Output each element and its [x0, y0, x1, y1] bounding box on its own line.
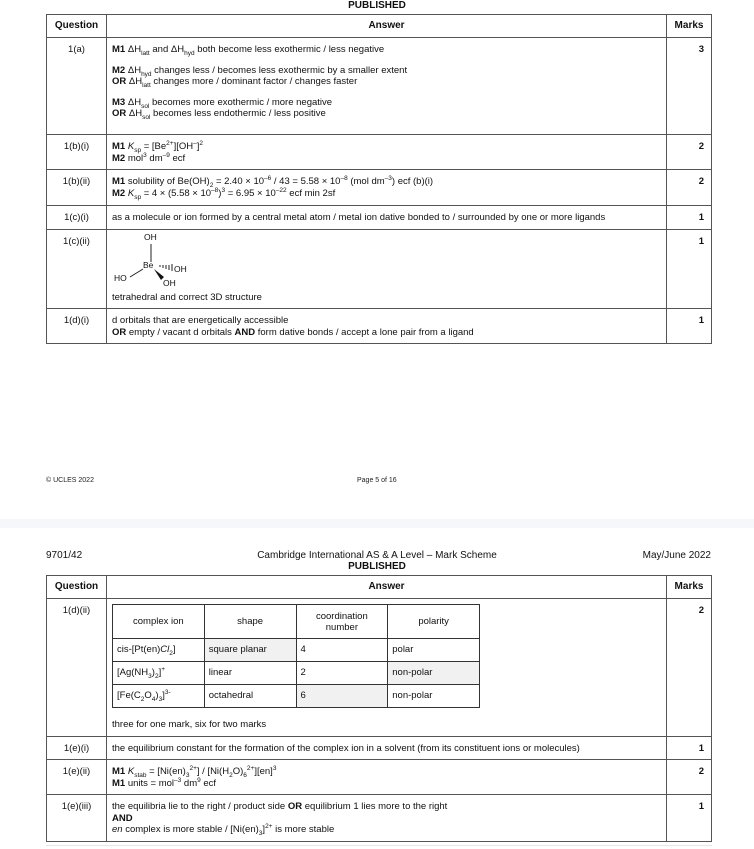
- header-question: Question: [47, 15, 107, 38]
- question-number: 1(d)(ii): [47, 599, 107, 737]
- table-row: [47, 309, 712, 344]
- be-atom-label: Be: [143, 259, 154, 270]
- table-row: [47, 229, 712, 309]
- answer-line: d orbitals that are energetically accessible: [112, 315, 289, 326]
- marks-value: 1: [667, 309, 712, 344]
- answer-cell: [107, 795, 667, 842]
- header-answer: Answer: [107, 15, 667, 38]
- marks-value: 1: [667, 795, 712, 842]
- question-number: 1(b)(ii): [47, 170, 107, 206]
- table-header-row: [47, 576, 712, 599]
- header-marks: Marks: [667, 15, 712, 38]
- question-number: 1(c)(i): [47, 206, 107, 230]
- answer-line: M1 $\Delta H_{latt}$ and $\Delta H_{hyd}$ both become less exothermic / less negative: [112, 44, 385, 57]
- shape-cell: octahedral: [204, 685, 296, 708]
- answer-line: M1 units = mol$^{-3}$ $dm^9$ ecf: [112, 776, 217, 789]
- answer-cell: [107, 135, 667, 170]
- mark-scheme-table: [46, 14, 712, 344]
- oh-bottom-label: OH: [163, 277, 176, 288]
- table-row: [47, 736, 712, 760]
- polarity-cell: non-polar: [388, 685, 480, 708]
- table-row: [47, 38, 712, 135]
- question-number: 1(a): [47, 38, 107, 135]
- header-question: Question: [47, 576, 107, 599]
- answer-line: M3 $\Delta H_{sol}$ becomes more exothermic / more negative: [112, 96, 333, 110]
- document-title: Cambridge International AS & A Level – Mark Scheme: [257, 550, 497, 561]
- oh-top-label: OH: [144, 231, 157, 242]
- next-row-edge: [46, 845, 712, 849]
- answer-text: as a molecule or ion formed by a central metal atom / metal ion dative bonded to / surrounded by one or more ligands: [107, 206, 667, 230]
- table-row: [47, 135, 712, 170]
- question-number: 1(c)(ii): [47, 229, 107, 309]
- page-6: [0, 528, 754, 848]
- marks-value: 1: [667, 206, 712, 230]
- question-number: 1(b)(i): [47, 135, 107, 170]
- ho-left-label: HO: [114, 272, 127, 283]
- answer-cell: [107, 760, 667, 795]
- marks-value: 2: [667, 170, 712, 206]
- table-row: [47, 206, 712, 230]
- answer-line: en complex is more stable / $[Ni(en)_3]^{2+}$ is more stable: [112, 822, 335, 837]
- answer-line: M2 mol$^3$ $dm^{-9}$ ecf: [112, 151, 186, 164]
- complex-ion-cell: $[Ag(NH_3)_2]^+$: [113, 662, 205, 685]
- marks-value: 2: [667, 599, 712, 737]
- table-row: [47, 599, 712, 737]
- complex-ion-table: [112, 604, 480, 708]
- answer-line: M1 $K_{sp} = [Be^{2+}][OH^-]^2$: [112, 139, 203, 154]
- inner-header-row: [113, 605, 480, 639]
- marking-note: three for one mark, six for two marks: [112, 719, 267, 730]
- page-separator: [0, 519, 754, 528]
- answer-cell: [107, 229, 667, 309]
- question-number: 1(e)(iii): [47, 795, 107, 842]
- polarity-cell: polar: [388, 639, 480, 662]
- answer-line: AND: [112, 812, 133, 824]
- shape-cell: linear: [204, 662, 296, 685]
- marks-value: 3: [667, 38, 712, 135]
- page-number-footer: Page 5 of 16: [357, 477, 397, 484]
- answer-cell: [107, 170, 667, 206]
- answer-line: M2 $K_{sp} = 4 \times (5.58 \times 10^{-8})^3 = 6.95 \times 10^{-22}$ ecf min 2sf: [112, 186, 336, 201]
- coordination-number-cell: 4: [296, 639, 388, 662]
- answer-line: M1 $K_{stab} = [Ni(en)_3^{2+}] / [Ni(H_2O)_6^{2+}][en]^3$: [112, 764, 277, 779]
- question-number: 1(e)(ii): [47, 760, 107, 795]
- published-label: PUBLISHED: [348, 561, 406, 572]
- answer-cell: [107, 599, 667, 737]
- inner-header: coordination number: [296, 605, 388, 639]
- answer-line: M2 $\Delta H_{hyd}$ changes less / becomes less exothermic by a smaller extent: [112, 64, 408, 78]
- inner-row: [113, 685, 480, 708]
- question-number: 1(d)(i): [47, 309, 107, 344]
- inner-row: [113, 662, 480, 685]
- coordination-number-cell: 2: [296, 662, 388, 685]
- table-row: [47, 760, 712, 795]
- mark-scheme-table: [46, 575, 712, 842]
- be-oh4-structure-diagram: [112, 232, 232, 292]
- inner-header: shape: [204, 605, 296, 639]
- answer-line: OR $\Delta H_{latt}$ changes more / dominant factor / changes faster: [112, 76, 358, 89]
- answer-line: M1 solubility of $Be(OH)_2 = 2.40 \times 10^{-6} / 43 = 5.58 \times 10^{-8}$ (mol $dm^{-3}$) ecf (b)(i): [112, 174, 434, 189]
- inner-header: polarity: [388, 605, 480, 639]
- marks-value: 1: [667, 229, 712, 309]
- table-header-row: [47, 15, 712, 38]
- table-row: [47, 795, 712, 842]
- exam-session: May/June 2022: [642, 550, 711, 561]
- paper-code: 9701/42: [46, 550, 83, 561]
- complex-ion-cell: cis-$[Pt(en)Cl_2]$: [113, 639, 205, 662]
- polarity-cell: non-polar: [388, 662, 480, 685]
- oh-right-label: OH: [174, 263, 187, 274]
- structure-caption: tetrahedral and correct 3D structure: [112, 291, 262, 303]
- answer-line: OR $\Delta H_{sol}$ becomes less endothermic / less positive: [112, 108, 326, 121]
- inner-header: complex ion: [113, 605, 205, 639]
- marks-value: 2: [667, 760, 712, 795]
- marks-value: 1: [667, 736, 712, 760]
- published-label: PUBLISHED: [348, 0, 406, 11]
- question-number: 1(e)(i): [47, 736, 107, 760]
- answer-line: OR empty / vacant d orbitals AND form dative bonds / accept a lone pair from a ligand: [112, 326, 474, 338]
- table-row: [47, 170, 712, 206]
- inner-row: [113, 639, 480, 662]
- answer-cell: [107, 38, 667, 135]
- header-marks: Marks: [667, 576, 712, 599]
- shape-cell: square planar: [204, 639, 296, 662]
- answer-text: the equilibrium constant for the formation of the complex ion in a solvent (from its constituent ions or molecules): [107, 736, 667, 760]
- coordination-number-cell: 6: [296, 685, 388, 708]
- answer-line: the equilibria lie to the right / product side OR equilibrium 1 lies more to the right: [112, 801, 448, 812]
- answer-cell: [107, 309, 667, 344]
- marks-value: 2: [667, 135, 712, 170]
- header-answer: Answer: [107, 576, 667, 599]
- copyright-footer: © UCLES 2022: [46, 477, 94, 484]
- complex-ion-cell: $[Fe(C_2O_4)_3]^{3-}$: [113, 685, 205, 708]
